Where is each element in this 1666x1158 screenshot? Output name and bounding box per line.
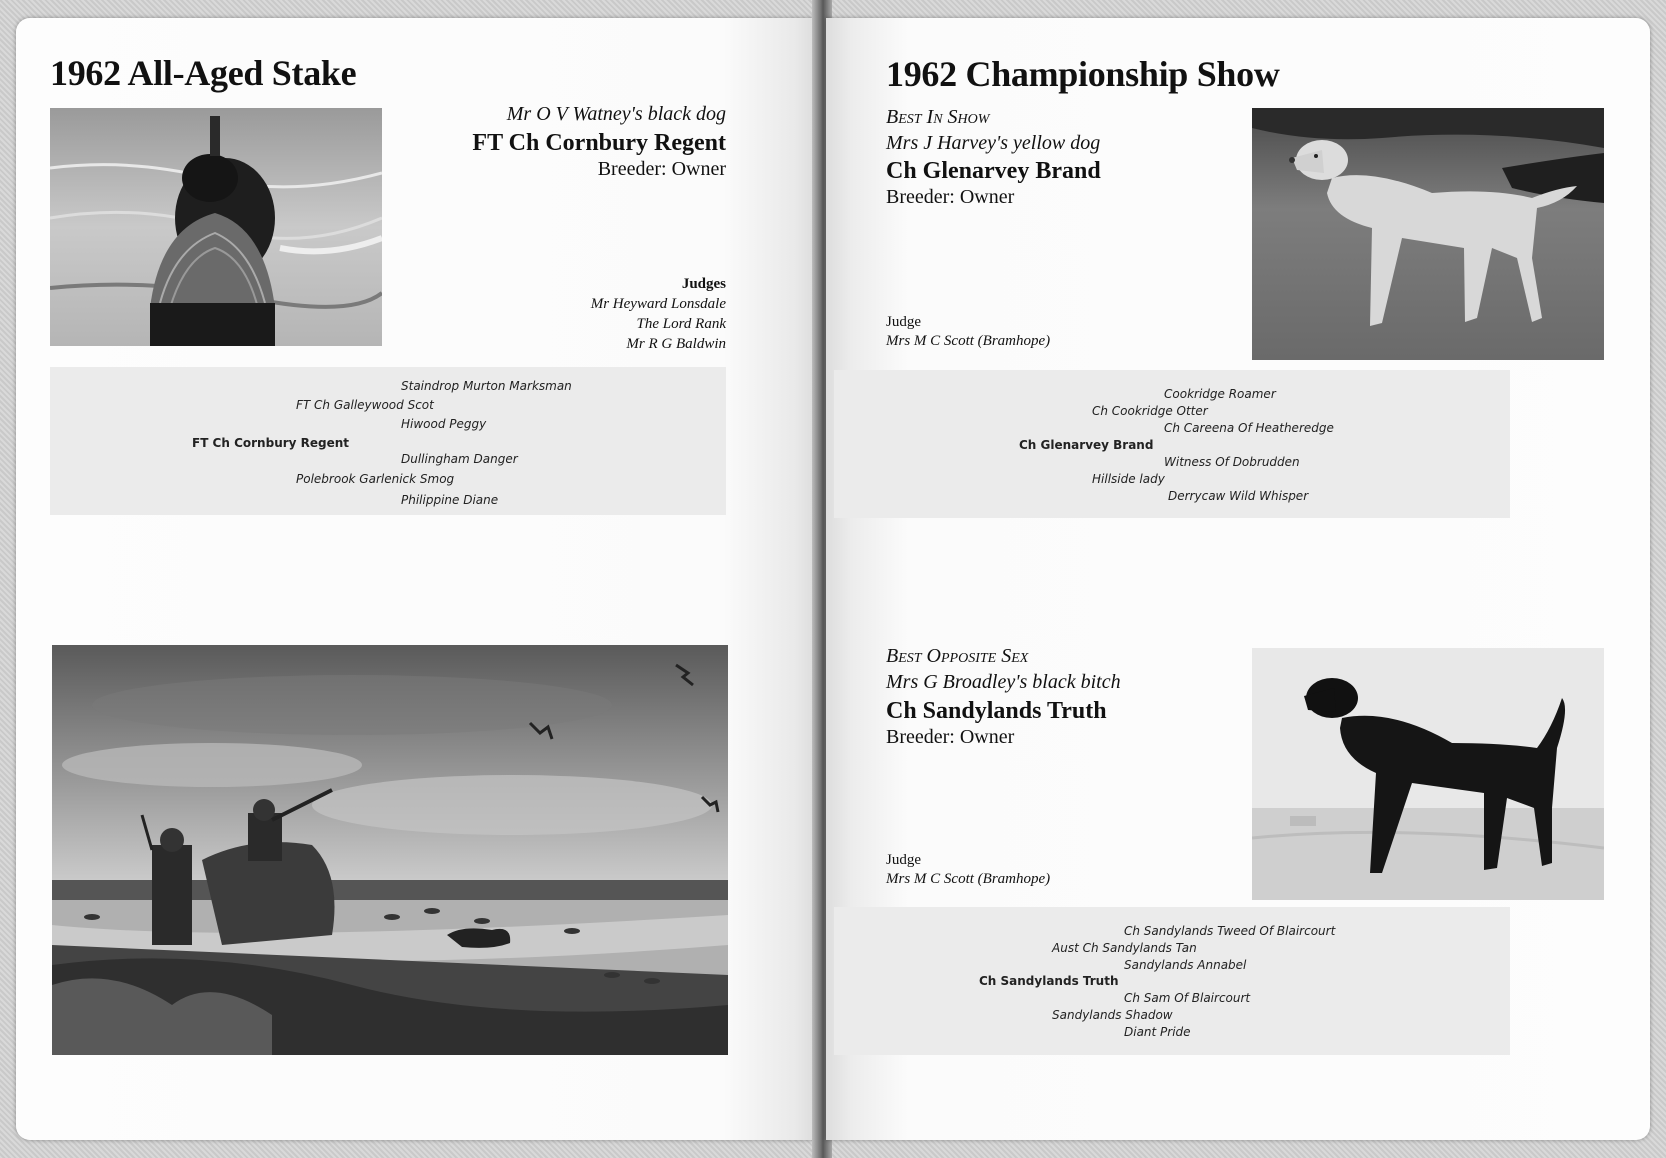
- left-page: [16, 18, 820, 1140]
- pedigree-sire-sire: Staindrop Murton Marksman: [401, 379, 572, 393]
- pedigree-dam: Sandylands Shadow: [1052, 1008, 1173, 1022]
- winner-breeder: Breeder: Owner: [597, 158, 726, 180]
- pedigree-sire-dam: Sandylands Annabel: [1124, 958, 1247, 972]
- best-in-show-pedigree: [834, 370, 1510, 518]
- pedigree-dam: Polebrook Garlenick Smog: [296, 472, 455, 486]
- best-opposite-sex-pedigree: [834, 907, 1510, 1055]
- best-in-show-dog-name: Ch Glenarvey Brand: [886, 158, 1101, 184]
- best-opposite-sex-judge-name: Mrs M C Scott (Bramhope): [886, 871, 1051, 887]
- pedigree-table: [50, 367, 726, 515]
- pedigree-subject: Ch Glenarvey Brand: [1019, 438, 1154, 452]
- best-in-show-label: Best In Show: [886, 106, 990, 128]
- judges-block: [591, 274, 726, 354]
- judge-name: Mr R G Baldwin: [626, 336, 726, 352]
- yellow-labrador-photo: [1252, 108, 1604, 360]
- left-page-title: 1962 All-Aged Stake: [50, 53, 357, 93]
- best-in-show-breeder: Breeder: Owner: [886, 186, 1015, 208]
- pedigree-sire-dam: Hiwood Peggy: [401, 417, 487, 431]
- winner-owner-line: Mr O V Watney's black dog: [506, 103, 726, 125]
- pedigree-dam-sire: Dullingham Danger: [401, 452, 518, 466]
- pedigree-sire-sire: Ch Sandylands Tweed Of Blaircourt: [1124, 924, 1336, 938]
- pedigree-dam-dam: Diant Pride: [1124, 1025, 1191, 1039]
- best-opposite-sex-dog-name: Ch Sandylands Truth: [886, 698, 1107, 724]
- pedigree-dam-dam: Derrycaw Wild Whisper: [1168, 489, 1309, 503]
- pedigree-sire: Aust Ch Sandylands Tan: [1052, 941, 1197, 955]
- pedigree-sire-dam: Ch Careena Of Heatheredge: [1164, 421, 1334, 435]
- best-in-show-judge-name: Mrs M C Scott (Bramhope): [886, 333, 1051, 349]
- pedigree-dam-sire: Ch Sam Of Blaircourt: [1124, 991, 1251, 1005]
- best-in-show-owner-line: Mrs J Harvey's yellow dog: [886, 132, 1101, 154]
- pedigree-dam-dam: Philippine Diane: [401, 493, 499, 507]
- black-labrador-photo: [1252, 648, 1604, 900]
- judge-name: Mr Heyward Lonsdale: [590, 296, 726, 312]
- right-page: [826, 18, 1650, 1140]
- best-opposite-sex-breeder: Breeder: Owner: [886, 726, 1015, 748]
- pedigree-subject: Ch Sandylands Truth: [979, 974, 1119, 988]
- pedigree-dam-sire: Witness Of Dobrudden: [1164, 455, 1300, 469]
- pedigree-sire-sire: Cookridge Roamer: [1164, 387, 1276, 401]
- best-opposite-sex-owner-line: Mrs G Broadley's black bitch: [886, 671, 1121, 693]
- pedigree-sire: FT Ch Galleywood Scot: [296, 398, 434, 412]
- pedigree-subject: FT Ch Cornbury Regent: [192, 436, 350, 450]
- winner-dog-name: FT Ch Cornbury Regent: [472, 130, 726, 156]
- judges-label: Judges: [681, 276, 726, 292]
- retriever-with-pheasant-photo: [50, 108, 382, 346]
- best-in-show-judge-label: Judge: [886, 314, 921, 330]
- best-opposite-sex-label: Best Opposite Sex: [886, 645, 1029, 667]
- best-opposite-sex-judge-label: Judge: [886, 852, 921, 868]
- judge-name: The Lord Rank: [636, 316, 726, 332]
- right-page-title: 1962 Championship Show: [886, 54, 1280, 94]
- duck-shooting-painting: [52, 645, 728, 1055]
- pedigree-sire: Ch Cookridge Otter: [1092, 404, 1208, 418]
- pedigree-dam: Hillside lady: [1092, 472, 1165, 486]
